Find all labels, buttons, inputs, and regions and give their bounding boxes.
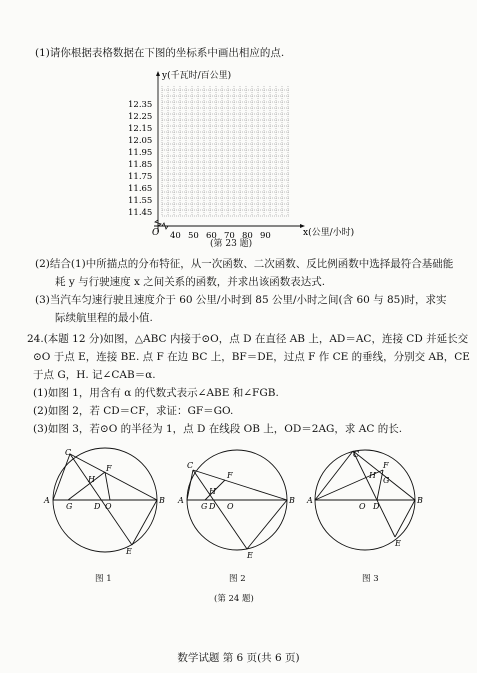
grid: [162, 86, 290, 216]
y-tick-label: 11.65: [128, 184, 153, 194]
y-tick-label: 12.25: [128, 112, 153, 122]
x-tick-label: 90: [260, 231, 271, 241]
fig3-label-A: A: [307, 496, 313, 505]
fig1-caption: 图 1: [95, 574, 112, 584]
q23-part2-line1: (2)结合(1)中所描点的分布特征，从一次函数、二次函数、反比例函数中选择最符合基础能: [35, 258, 454, 270]
q24-line3: 于点 G，H. 记∠CAB＝α.: [33, 369, 156, 381]
x-axis-label: x(公里/小时): [303, 228, 355, 238]
x-tick-label: 70: [224, 231, 235, 241]
fig1-label-E: E: [126, 547, 132, 556]
fig3-label-D: D: [373, 502, 380, 511]
fig1-label-C: C: [65, 448, 72, 457]
q23-part1: (1)请你根据表格数据在下图的坐标系中画出相应的点.: [35, 47, 285, 59]
fig3-label-F: F: [383, 461, 389, 470]
y-tick-label: 11.95: [128, 148, 153, 158]
q24-sub2: (2)如图 2，若 CD＝CF，求证：GF＝GO.: [33, 405, 234, 417]
q23-chart-caption: (第 23 题): [210, 239, 253, 249]
fig3-label-H: H: [369, 471, 376, 480]
fig3-label-G: G: [383, 476, 390, 485]
fig1-label-G: G: [66, 502, 73, 511]
fig3-label-C: C: [353, 450, 360, 459]
coordinate-grid-chart: [110, 68, 355, 244]
axes: [154, 71, 305, 232]
y-tick-label: 11.45: [128, 208, 153, 218]
x-tick-label: 60: [206, 231, 217, 241]
fig3-caption: 图 3: [362, 574, 379, 584]
q23-part3-line2: 际续航里程的最小值.: [55, 312, 153, 324]
fig2-caption: 图 2: [229, 574, 246, 584]
y-tick-label: 11.55: [128, 196, 153, 206]
q24-sub1: (1)如图 1，用含有 α 的代数式表示∠ABE 和∠FGB.: [33, 387, 279, 399]
x-tick-label: 50: [188, 231, 199, 241]
fig2-label-D: D: [209, 502, 216, 511]
q24-line1: 24.(本题 12 分)如图，△ABC 内接于⊙O，点 D 在直径 AB 上，AD＝AC，连接 CD 并延长交: [27, 333, 469, 345]
figure-1: [40, 448, 170, 566]
y-tick-label: 12.05: [128, 136, 153, 146]
x-tick-label: 40: [170, 231, 181, 241]
fig2-label-A: A: [178, 496, 184, 505]
y-tick-label: 11.75: [128, 172, 153, 182]
q24-sub3: (3)如图 3，若⊙O 的半径为 1，点 D 在线段 OB 上，OD＝2AG，求 AC 的长.: [33, 423, 403, 435]
page-footer: 数学试题 第 6 页(共 6 页): [177, 652, 300, 664]
y-axis-arrow: [156, 71, 160, 76]
fig1-label-O: O: [105, 502, 112, 511]
fig1-label-D: D: [94, 502, 101, 511]
fig1-label-F: F: [106, 464, 112, 473]
fig1-label-B: B: [159, 496, 165, 505]
origin-label: O: [152, 228, 160, 238]
fig2-label-E: E: [247, 551, 253, 560]
figure-3: [307, 448, 427, 566]
fig3-label-E: E: [395, 539, 401, 548]
q24-figure-caption: (第 24 题): [214, 594, 254, 604]
y-tick-label: 12.35: [128, 100, 153, 110]
y-tick-label: 12.15: [128, 124, 153, 134]
fig2-label-H: H: [209, 487, 216, 496]
figure-2: [175, 448, 300, 566]
fig3-label-B: B: [417, 496, 423, 505]
fig2-label-O: O: [227, 502, 234, 511]
q23-part2-line2: 耗 y 与行驶速度 x 之间关系的函数，并求出该函数表达式.: [55, 276, 326, 288]
q23-part3-line1: (3)当汽车匀速行驶且速度介于 60 公里/小时到 85 公里/小时之间(含 60 与 85)时，求实: [35, 294, 447, 306]
fig2-label-B: B: [289, 496, 295, 505]
fig2-label-F: F: [227, 471, 233, 480]
x-tick-label: 80: [242, 231, 253, 241]
fig3-label-O: O: [359, 502, 366, 511]
fig2-label-G: G: [201, 502, 208, 511]
fig1-label-A: A: [44, 496, 50, 505]
fig2-label-C: C: [187, 461, 194, 470]
y-tick-label: 11.85: [128, 160, 153, 170]
q24-line2: ⊙O 于点 E，连接 BE. 点 F 在边 BC 上，BF＝DE，过点 F 作 CE 的垂线，分别交 AB，CE: [33, 351, 470, 363]
tick-labels: [128, 100, 271, 241]
y-axis-label: y(千瓦时/百公里): [162, 71, 232, 81]
fig1-label-H: H: [88, 475, 95, 484]
